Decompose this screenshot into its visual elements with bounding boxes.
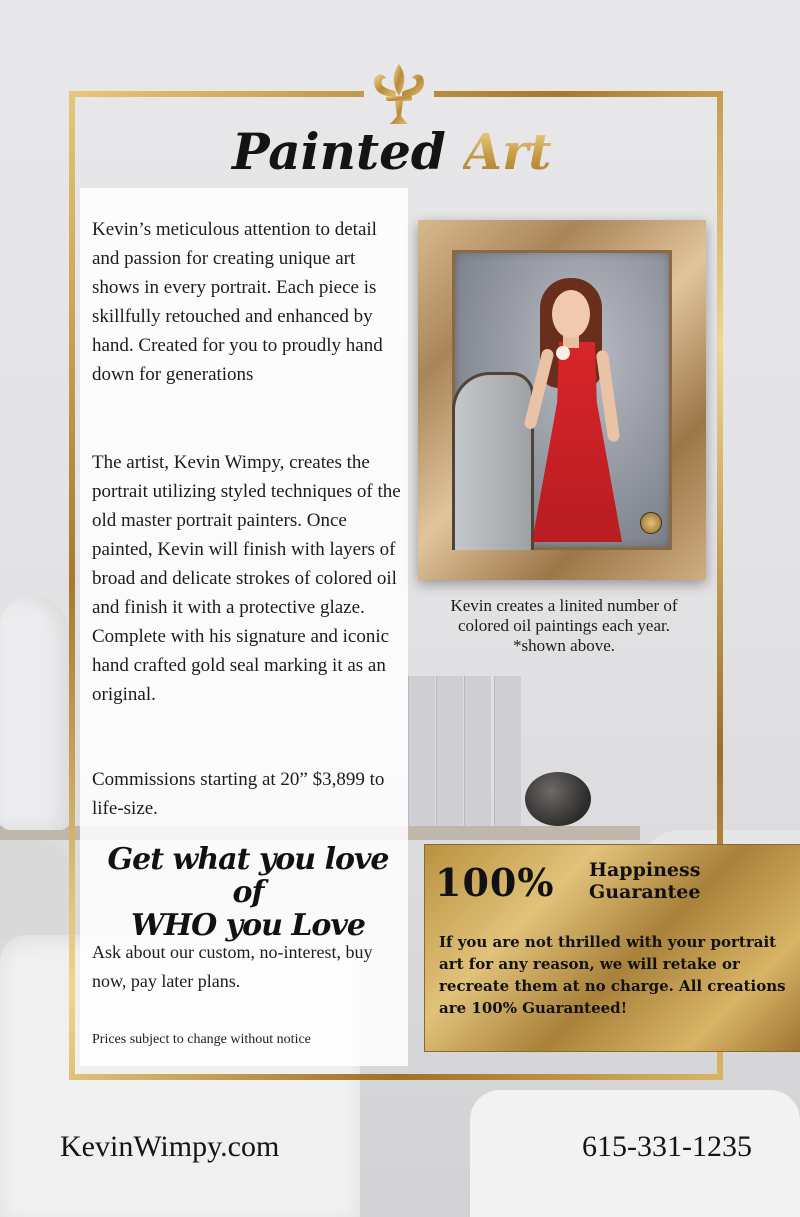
slogan-line-2: WHO you Love [131, 908, 365, 943]
portrait-painting [452, 250, 672, 550]
page-title [232, 122, 552, 182]
intro-paragraph-2: The artist, Kevin Wimpy, creates the portrait utilizing styled techniques of the old master portrait painters. Once painted, Kevin will finish with layers of broad and delicate strokes of colored oil and finish it with a protective glaze. Complete with his signature and iconic hand crafted gold seal marking it as an original. [92, 452, 401, 705]
background-vase [0, 595, 70, 830]
portrait-frame [418, 220, 706, 580]
slogan-line-1: Get what you love of [107, 842, 389, 910]
caption-line-1: Kevin creates a linited number of [450, 596, 678, 615]
intro-paragraph-1: Kevin’s meticulous attention to detail and passion for creating unique art shows in every portrait. Each piece is skillfully retouched and enhanced by hand. Created for you to proudly hand down for generations [92, 219, 383, 385]
painted-chair [452, 372, 534, 550]
guarantee-box [424, 844, 800, 1052]
fleur-de-lis-icon [368, 62, 430, 128]
phone-number[interactable]: 615-331-1235 [582, 1130, 752, 1163]
gold-seal-icon [640, 512, 662, 534]
financing-text: Ask about our custom, no-interest, buy now, pay later plans. [92, 942, 373, 991]
painted-corsage [556, 346, 570, 360]
guarantee-label-line-2: Guarantee [589, 881, 701, 903]
guarantee-label [589, 859, 700, 903]
caption-line-2: colored oil paintings each year. [458, 616, 670, 635]
background-throw [0, 840, 70, 940]
slogan [88, 843, 408, 942]
pricing-paragraph: Commissions starting at 20” $3,899 to life-size. [92, 769, 385, 819]
guarantee-label-line-1: Happiness [589, 859, 701, 881]
website-link[interactable]: KevinWimpy.com [60, 1130, 280, 1163]
title-main: Painted [232, 122, 446, 181]
portrait-caption [420, 596, 708, 656]
guarantee-percent: 100% [435, 860, 555, 905]
title-accent: Art [463, 122, 552, 181]
price-disclaimer: Prices subject to change without notice [92, 1032, 311, 1047]
caption-line-3: *shown above. [513, 636, 615, 655]
guarantee-body: If you are not thrilled with your portrait art for any reason, we will retake or recreate them at no charge. All creations are 100% Guaranteed! [439, 933, 786, 1017]
painted-face [552, 290, 590, 338]
